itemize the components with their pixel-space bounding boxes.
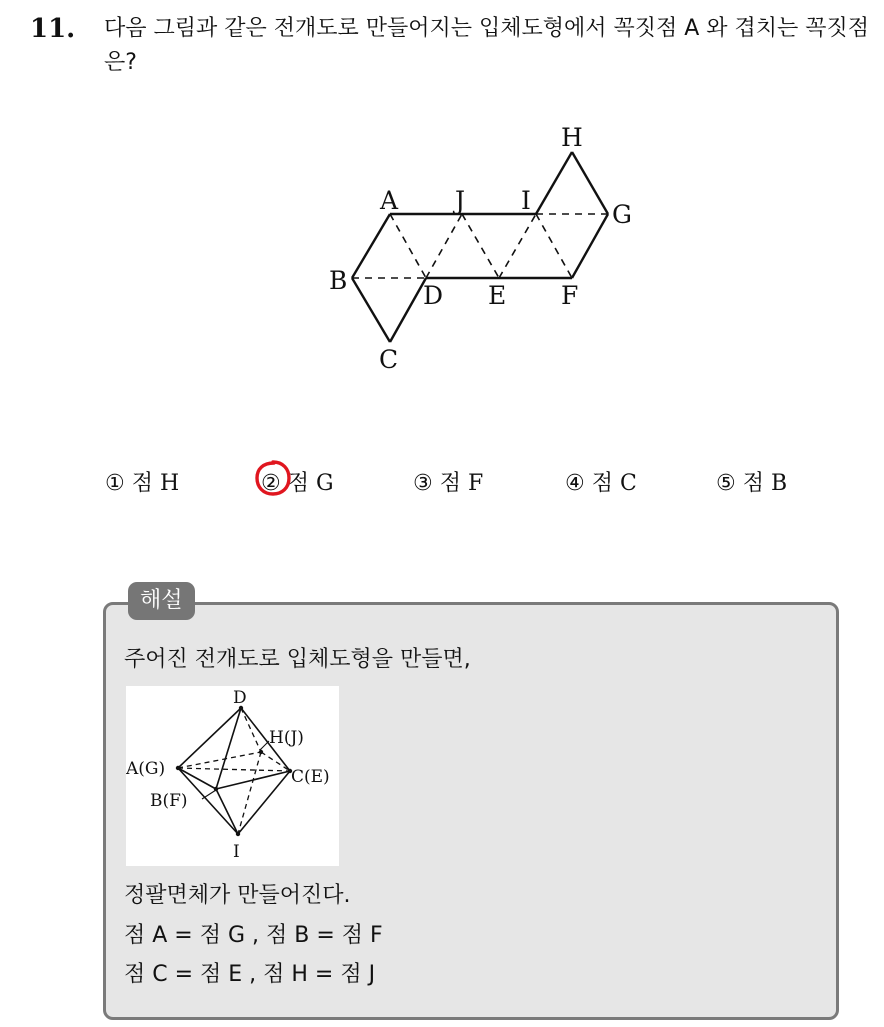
solution-line-1: 점 A = 점 G , 점 B = 점 F <box>124 923 383 948</box>
octahedron-dashed-edges <box>178 708 290 834</box>
selected-answer-circle-icon <box>253 458 293 498</box>
choice-4-number: ④ <box>565 471 585 496</box>
question-number: 11. <box>30 14 76 44</box>
choice-2-point: G <box>316 471 334 496</box>
net-diagram <box>300 115 650 385</box>
choice-3[interactable] <box>413 466 483 497</box>
choice-4-label: 점 <box>591 471 613 496</box>
choice-1-number: ① <box>105 471 125 496</box>
octahedron-solid-edges <box>178 708 290 834</box>
choice-1-point: H <box>160 471 180 496</box>
choice-4[interactable] <box>565 466 637 497</box>
net-label-c: C <box>379 345 399 374</box>
net-label-i: I <box>521 186 531 215</box>
octa-label-front: B(F) <box>150 791 188 811</box>
octahedron-figure <box>126 686 339 866</box>
choice-3-label: 점 <box>439 471 461 496</box>
solution-result: 정팔면체가 만들어진다. <box>124 883 351 908</box>
choice-3-point: F <box>468 471 484 496</box>
net-label-g: G <box>612 200 632 229</box>
net-solid-edges <box>352 152 608 342</box>
net-label-e: E <box>488 281 507 310</box>
net-label-d: D <box>423 281 444 310</box>
choice-5[interactable] <box>716 466 787 497</box>
octahedron-diagram <box>126 686 339 866</box>
choice-2-number: ② <box>261 471 281 496</box>
choice-2-label: 점 <box>287 471 309 496</box>
octa-label-back-right: H(J) <box>269 728 304 748</box>
choice-2[interactable] <box>261 466 334 497</box>
choice-1-label: 점 <box>131 471 153 496</box>
choice-4-point: C <box>620 471 637 496</box>
net-label-b: B <box>329 266 348 295</box>
octa-label-right: C(E) <box>291 767 330 787</box>
choice-5-number: ⑤ <box>716 471 736 496</box>
choice-3-number: ③ <box>413 471 433 496</box>
choice-5-point: B <box>771 471 788 496</box>
net-label-a: A <box>380 186 399 215</box>
solution-intro: 주어진 전개도로 입체도형을 만들면, <box>124 647 471 672</box>
solution-line-2: 점 C = 점 E , 점 H = 점 J <box>124 962 376 987</box>
net-label-j: J <box>455 186 466 215</box>
answer-choices <box>105 466 825 502</box>
octa-label-top: D <box>233 688 247 708</box>
choice-1[interactable] <box>105 466 179 497</box>
solution-tag: 해설 <box>128 582 195 620</box>
octa-label-bottom: I <box>233 842 240 862</box>
octa-label-left: A(G) <box>126 759 166 779</box>
choice-5-label: 점 <box>742 471 764 496</box>
net-dashed-edges <box>352 214 608 278</box>
net-label-h: H <box>561 123 583 152</box>
net-label-f: F <box>561 281 579 310</box>
question-text: 다음 그림과 같은 전개도로 만들어지는 입체도형에서 꼭짓점 A 와 겹치는 꼭짓점은? <box>104 16 870 75</box>
